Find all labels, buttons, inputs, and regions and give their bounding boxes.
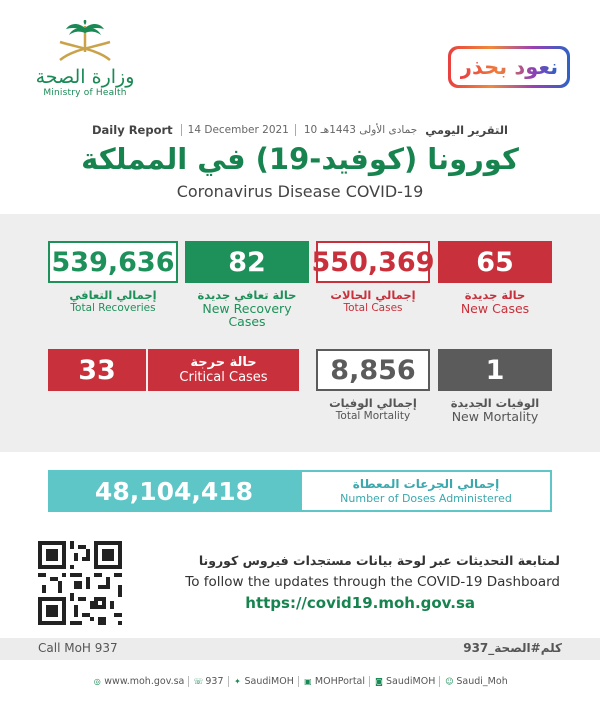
- total-recoveries-value: 539,636: [48, 241, 178, 283]
- report-date-hijri: 10 جمادى الأولى 1443هـ: [303, 124, 418, 136]
- dashboard-text-ar: لمتابعة التحديثات عبر لوحة بيانات مستجدات فيروس كورونا: [198, 553, 560, 568]
- report-date-gregorian: 14 December 2021: [181, 124, 296, 136]
- new-mortality-label-en: New Mortality: [451, 409, 539, 424]
- critical-cases-label: [148, 349, 299, 391]
- stat-critical: [48, 349, 299, 391]
- dashboard-text-en: To follow the updates through the COVID-19 Dashboard: [185, 574, 560, 590]
- daily-report-label: Daily Report: [92, 123, 173, 137]
- total-recoveries-label-ar: إجمالي التعافي: [69, 288, 157, 302]
- dashboard-link[interactable]: https://covid19.moh.gov.sa: [245, 594, 475, 612]
- new-cases-value: 65: [438, 241, 552, 283]
- contact-twitter[interactable]: ✦ SaudiMOH: [228, 676, 298, 687]
- call-moh-text: Call MoH 937: [38, 641, 118, 655]
- slogan-badge: [448, 46, 570, 88]
- qr-code-icon[interactable]: [38, 541, 122, 625]
- slogan-text: نعود بحذر: [459, 55, 559, 79]
- total-recoveries-label-en: Total Recoveries: [70, 302, 156, 314]
- doses-label: [300, 470, 552, 512]
- globe-icon: ◎: [93, 676, 101, 686]
- palm-swords-emblem-icon: [50, 20, 120, 64]
- new-mortality-value: 1: [438, 349, 552, 391]
- stat-total-mortality: [316, 349, 430, 423]
- doses-label-ar: إجمالي الجرعات المعطاة: [352, 476, 500, 491]
- total-cases-label-en: Total Cases: [343, 302, 403, 314]
- contact-portal[interactable]: ▣ MOHPortal: [298, 676, 369, 687]
- phone-icon: ☏: [193, 676, 204, 686]
- moh-logo: [30, 20, 140, 110]
- stat-new-recoveries: [185, 241, 309, 328]
- stat-total-recoveries: [48, 241, 178, 315]
- page-title-ar: كورونا (كوفيد-19) في المملكة: [81, 142, 519, 176]
- new-cases-label-ar: حالة جديدة: [464, 288, 526, 302]
- total-cases-value: 550,369: [316, 241, 430, 283]
- contact-snapchat[interactable]: ☺ Saudi_Moh: [439, 676, 511, 687]
- portal-icon: ▣: [304, 676, 312, 686]
- new-recoveries-label-ar: حالة تعافي جديدة: [197, 288, 297, 302]
- total-mortality-label-en: Total Mortality: [335, 410, 411, 422]
- new-recoveries-value: 82: [185, 241, 309, 283]
- critical-cases-label-ar: حالة حرجة: [190, 355, 257, 370]
- twitter-icon: ✦: [234, 676, 241, 686]
- ministry-name-en: Ministry of Health: [43, 88, 127, 98]
- ministry-name-ar: وزارة الصحة: [35, 66, 135, 88]
- stat-new-cases: [438, 241, 552, 315]
- report-line: [0, 120, 600, 140]
- stat-new-mortality: [438, 349, 552, 423]
- contact-instagram[interactable]: ◙ SaudiMOH: [369, 676, 439, 687]
- page-title-en: Coronavirus Disease COVID-19: [176, 182, 424, 201]
- critical-cases-label-en: Critical Cases: [179, 370, 268, 385]
- stat-total-cases: [311, 241, 435, 315]
- doses-value: 48,104,418: [48, 470, 300, 512]
- doses-label-en: Number of Doses Administered: [340, 491, 512, 505]
- contacts-row: [0, 676, 600, 687]
- total-cases-label-ar: إجمالي الحالات: [330, 288, 416, 302]
- new-cases-label-en: New Cases: [460, 301, 530, 316]
- instagram-icon: ◙: [375, 676, 383, 686]
- doses-banner: [48, 470, 552, 512]
- critical-cases-value: 33: [48, 349, 148, 391]
- total-mortality-label-ar: إجمالي الوفيات: [329, 396, 417, 410]
- total-mortality-value: 8,856: [316, 349, 430, 391]
- contact-phone[interactable]: ☏ 937: [188, 676, 227, 687]
- snapchat-icon: ☺: [445, 676, 454, 686]
- daily-report-label-ar: التقرير اليومي: [425, 123, 508, 137]
- hashtag-text: كلم#الصحة_937: [463, 641, 562, 655]
- new-recoveries-label-en: New Recovery Cases: [202, 301, 292, 329]
- contact-website[interactable]: ◎ www.moh.gov.sa: [93, 676, 185, 687]
- new-mortality-label-ar: الوفيات الجديدة: [450, 396, 540, 410]
